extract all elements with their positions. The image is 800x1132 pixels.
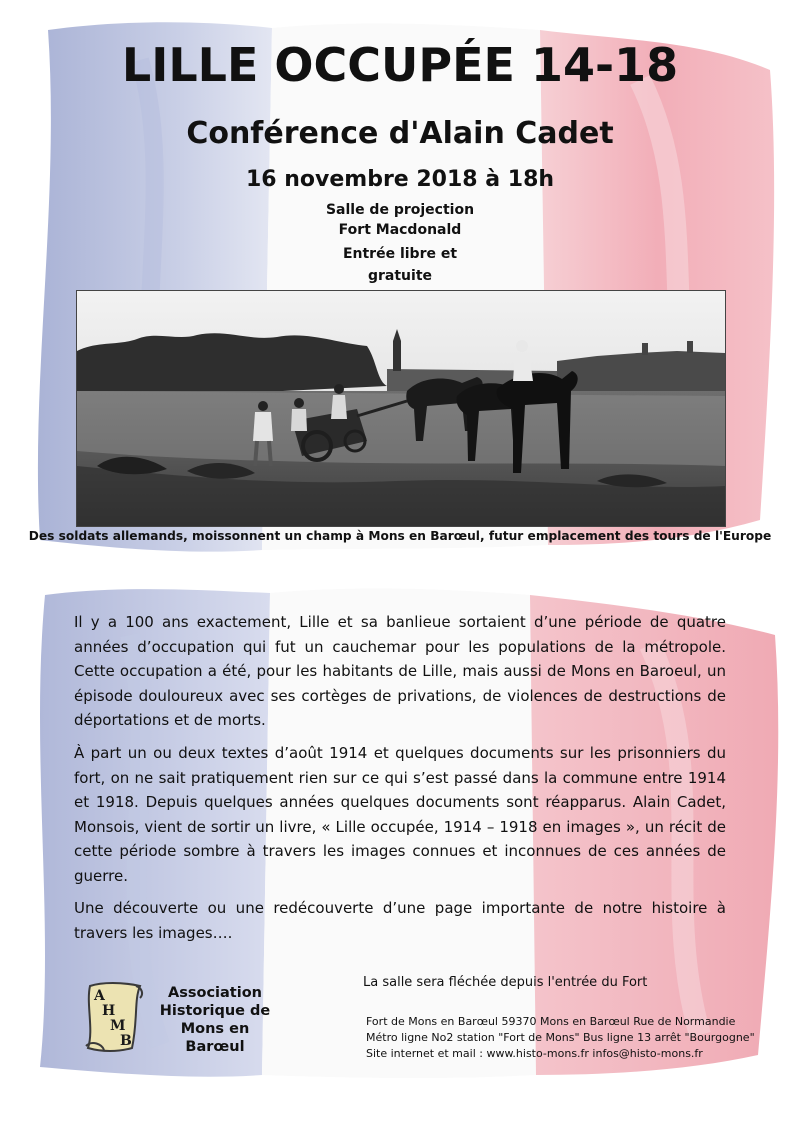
venue-line: gratuite (367, 268, 433, 284)
body-paragraph: À part un ou deux textes d’août 1914 et quelques documents sur les prisonniers du fort, on ne sait pratiquement rien sur ce qui s’est passé dans la commune entre 1914 et 1918. Depuis quelques années quelques documents sont réapparus. Alain Cadet, Monsois, vient de sortir un livre, « Lille occupée, 1914 – 1918 en images », un récit de cette période sombre à travers les images connues et inconnues de ces années de guerre. (74, 744, 726, 885)
contact-line: Site internet et mail : www.histo-mons.fr infos@histo-mons.fr (366, 1047, 703, 1060)
venue-line: Fort Macdonald (338, 222, 462, 238)
logo-letter: A (94, 988, 105, 1004)
conference-subtitle: Conférence d'Alain Cadet (186, 116, 614, 151)
venue-line: Entrée libre et (342, 246, 458, 262)
event-date: 16 novembre 2018 à 18h (245, 167, 555, 192)
transport-line: Métro ligne No2 station "Fort de Mons" Bus ligne 13 arrêt "Bourgogne" (366, 1031, 755, 1044)
historical-photo (76, 290, 726, 527)
logo-letter: M (110, 1018, 126, 1034)
association-name-line: Historique de (159, 1003, 271, 1019)
body-paragraph: Une découverte ou une redécouverte d’une page importante de notre histoire à travers les images…. (74, 899, 726, 942)
logo-letter: H (102, 1003, 116, 1019)
logo-letter: B (120, 1033, 132, 1049)
page-title: LILLE OCCUPÉE 14-18 (121, 38, 679, 92)
address-line: Fort de Mons en Barœul 59370 Mons en Barœul Rue de Normandie (366, 1015, 736, 1028)
body-paragraph: Il y a 100 ans exactement, Lille et sa banlieue sortaient d’une période de quatre années d’occupation qui fut un cauchemar pour les populations de la métropole. Cette occupation a été, pour les habitants de Lille, mais aussi de Mons en Baroeul, un épisode douloureux avec ses cortèges de privations, de violences de destructions de déportations et de morts. (74, 613, 726, 729)
association-name-line: Association (168, 985, 262, 1001)
association-name-line: Mons en Barœul (180, 1021, 250, 1055)
venue-line: Salle de projection (325, 202, 475, 218)
association-logo (82, 980, 150, 1054)
signage-note: La salle sera fléchée depuis l'entrée du Fort (363, 975, 648, 990)
photo-caption: Des soldats allemands, moissonnent un champ à Mons en Barœul, futur emplacement des tours de l'Europe (28, 529, 772, 543)
